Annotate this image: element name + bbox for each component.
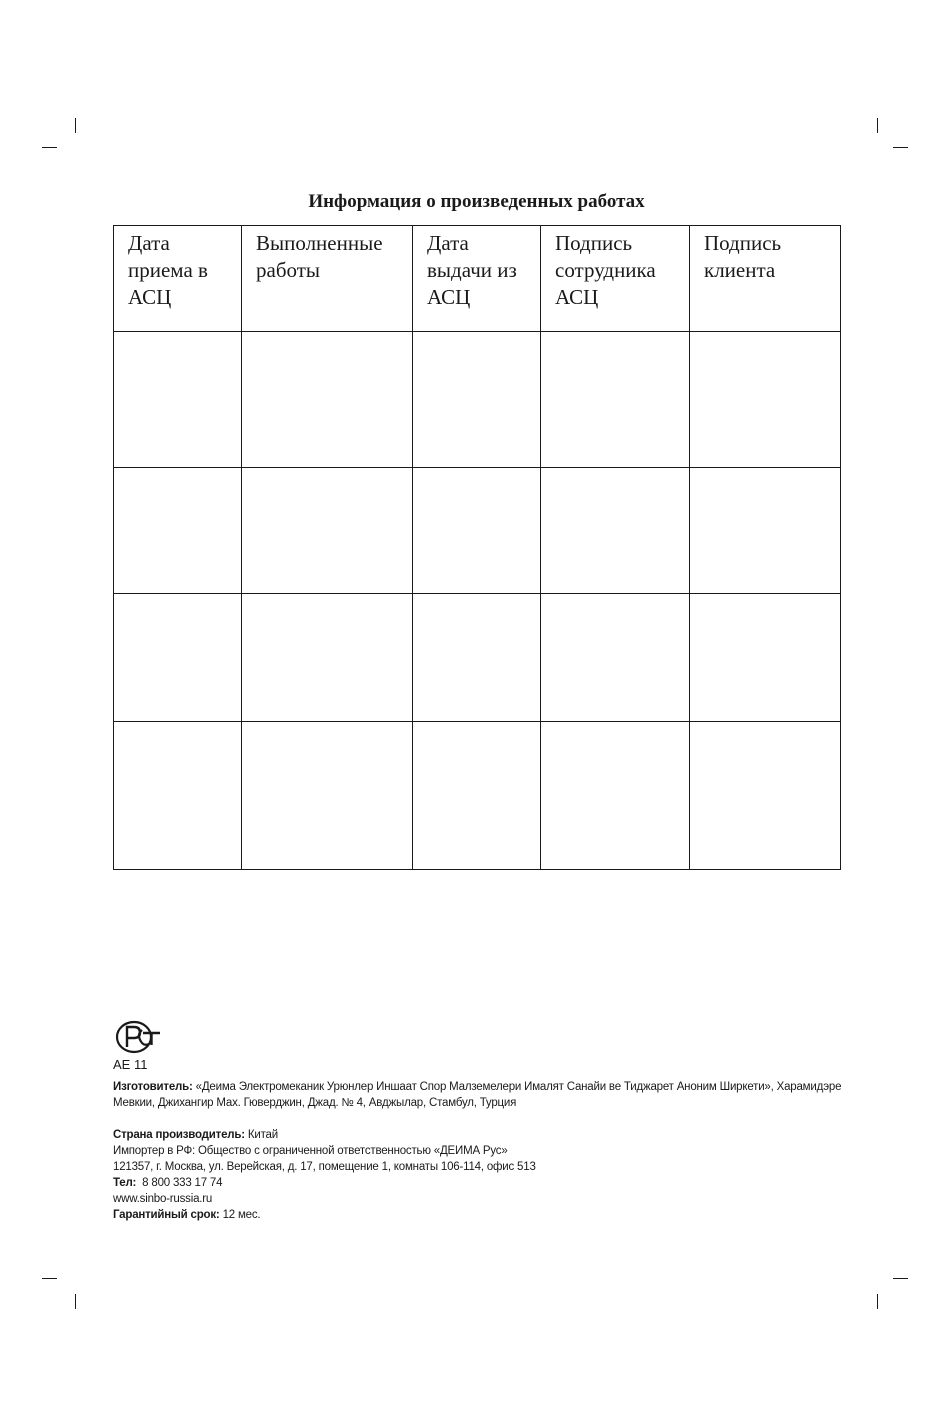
header-acceptance-date: Дата приема в АСЦ [114, 226, 242, 332]
table-header-row [114, 226, 841, 332]
manufacturer-text: «Деима Электромеканик Урюнлер Иншаат Спор Малземелери Ималят Санайи ве Тиджарет Аноним Ширкети», Харамидэре Мевкии, Джихангир Мах. Гюверджин, Джад. № 4, Авджылар, Стамбул, Турция [113, 1081, 842, 1109]
table-cell[interactable] [690, 722, 841, 870]
table-cell[interactable] [541, 722, 690, 870]
table-row [114, 594, 841, 722]
phone-label: Тел: [113, 1177, 137, 1189]
work-info-table [113, 225, 841, 870]
header-issue-date: Дата выдачи из АСЦ [413, 226, 541, 332]
table-cell[interactable] [413, 594, 541, 722]
table-cell[interactable] [242, 594, 413, 722]
header-completed-works: Выполненные работы [242, 226, 413, 332]
header-client-signature: Подпись клиента [690, 226, 841, 332]
phone-line [113, 1175, 848, 1191]
manufacturer-info [113, 1079, 848, 1111]
table-cell[interactable] [690, 332, 841, 468]
crop-mark [893, 147, 908, 148]
table-cell[interactable] [413, 468, 541, 594]
manufacturer-label: Изготовитель: [113, 1081, 193, 1093]
table-cell[interactable] [114, 722, 242, 870]
phone-value: 8 800 333 17 74 [136, 1177, 223, 1189]
table-cell[interactable] [114, 468, 242, 594]
page-title: Информация о произведенных работах [308, 191, 645, 212]
rst-certification-mark-icon [112, 1018, 164, 1058]
crop-mark [42, 147, 57, 148]
table-cell[interactable] [413, 332, 541, 468]
table-cell[interactable] [114, 332, 242, 468]
country-line [113, 1127, 848, 1143]
warranty-line [113, 1207, 848, 1223]
table-row [114, 468, 841, 594]
table-cell[interactable] [242, 468, 413, 594]
importer-line: Импортер в РФ: Общество с ограниченной ответственностью «ДЕИМА Рус» [113, 1145, 508, 1157]
table-cell[interactable] [541, 468, 690, 594]
crop-mark [877, 1294, 878, 1309]
table-cell[interactable] [242, 722, 413, 870]
crop-mark [75, 118, 76, 133]
table-row [114, 332, 841, 468]
table-row [114, 722, 841, 870]
table-cell[interactable] [413, 722, 541, 870]
crop-mark [75, 1294, 76, 1309]
table-cell[interactable] [690, 468, 841, 594]
table-cell[interactable] [541, 332, 690, 468]
table-cell[interactable] [242, 332, 413, 468]
country-label: Страна производитель: [113, 1129, 245, 1141]
table-cell[interactable] [541, 594, 690, 722]
warranty-value: 12 мес. [219, 1209, 261, 1221]
crop-mark [42, 1278, 57, 1279]
country-value: Китай [244, 1129, 278, 1141]
crop-mark [877, 118, 878, 133]
website-link[interactable]: www.sinbo-russia.ru [113, 1193, 213, 1205]
table-cell[interactable] [114, 594, 242, 722]
warranty-label: Гарантийный срок: [113, 1209, 220, 1221]
header-employee-signature: Подпись сотрудника АСЦ [541, 226, 690, 332]
crop-mark [893, 1278, 908, 1279]
table-cell[interactable] [690, 594, 841, 722]
certification-code: AE 11 [113, 1057, 148, 1072]
address-line: 121357, г. Москва, ул. Верейская, д. 17, помещение 1, комнаты 106-114, офис 513 [113, 1161, 536, 1173]
